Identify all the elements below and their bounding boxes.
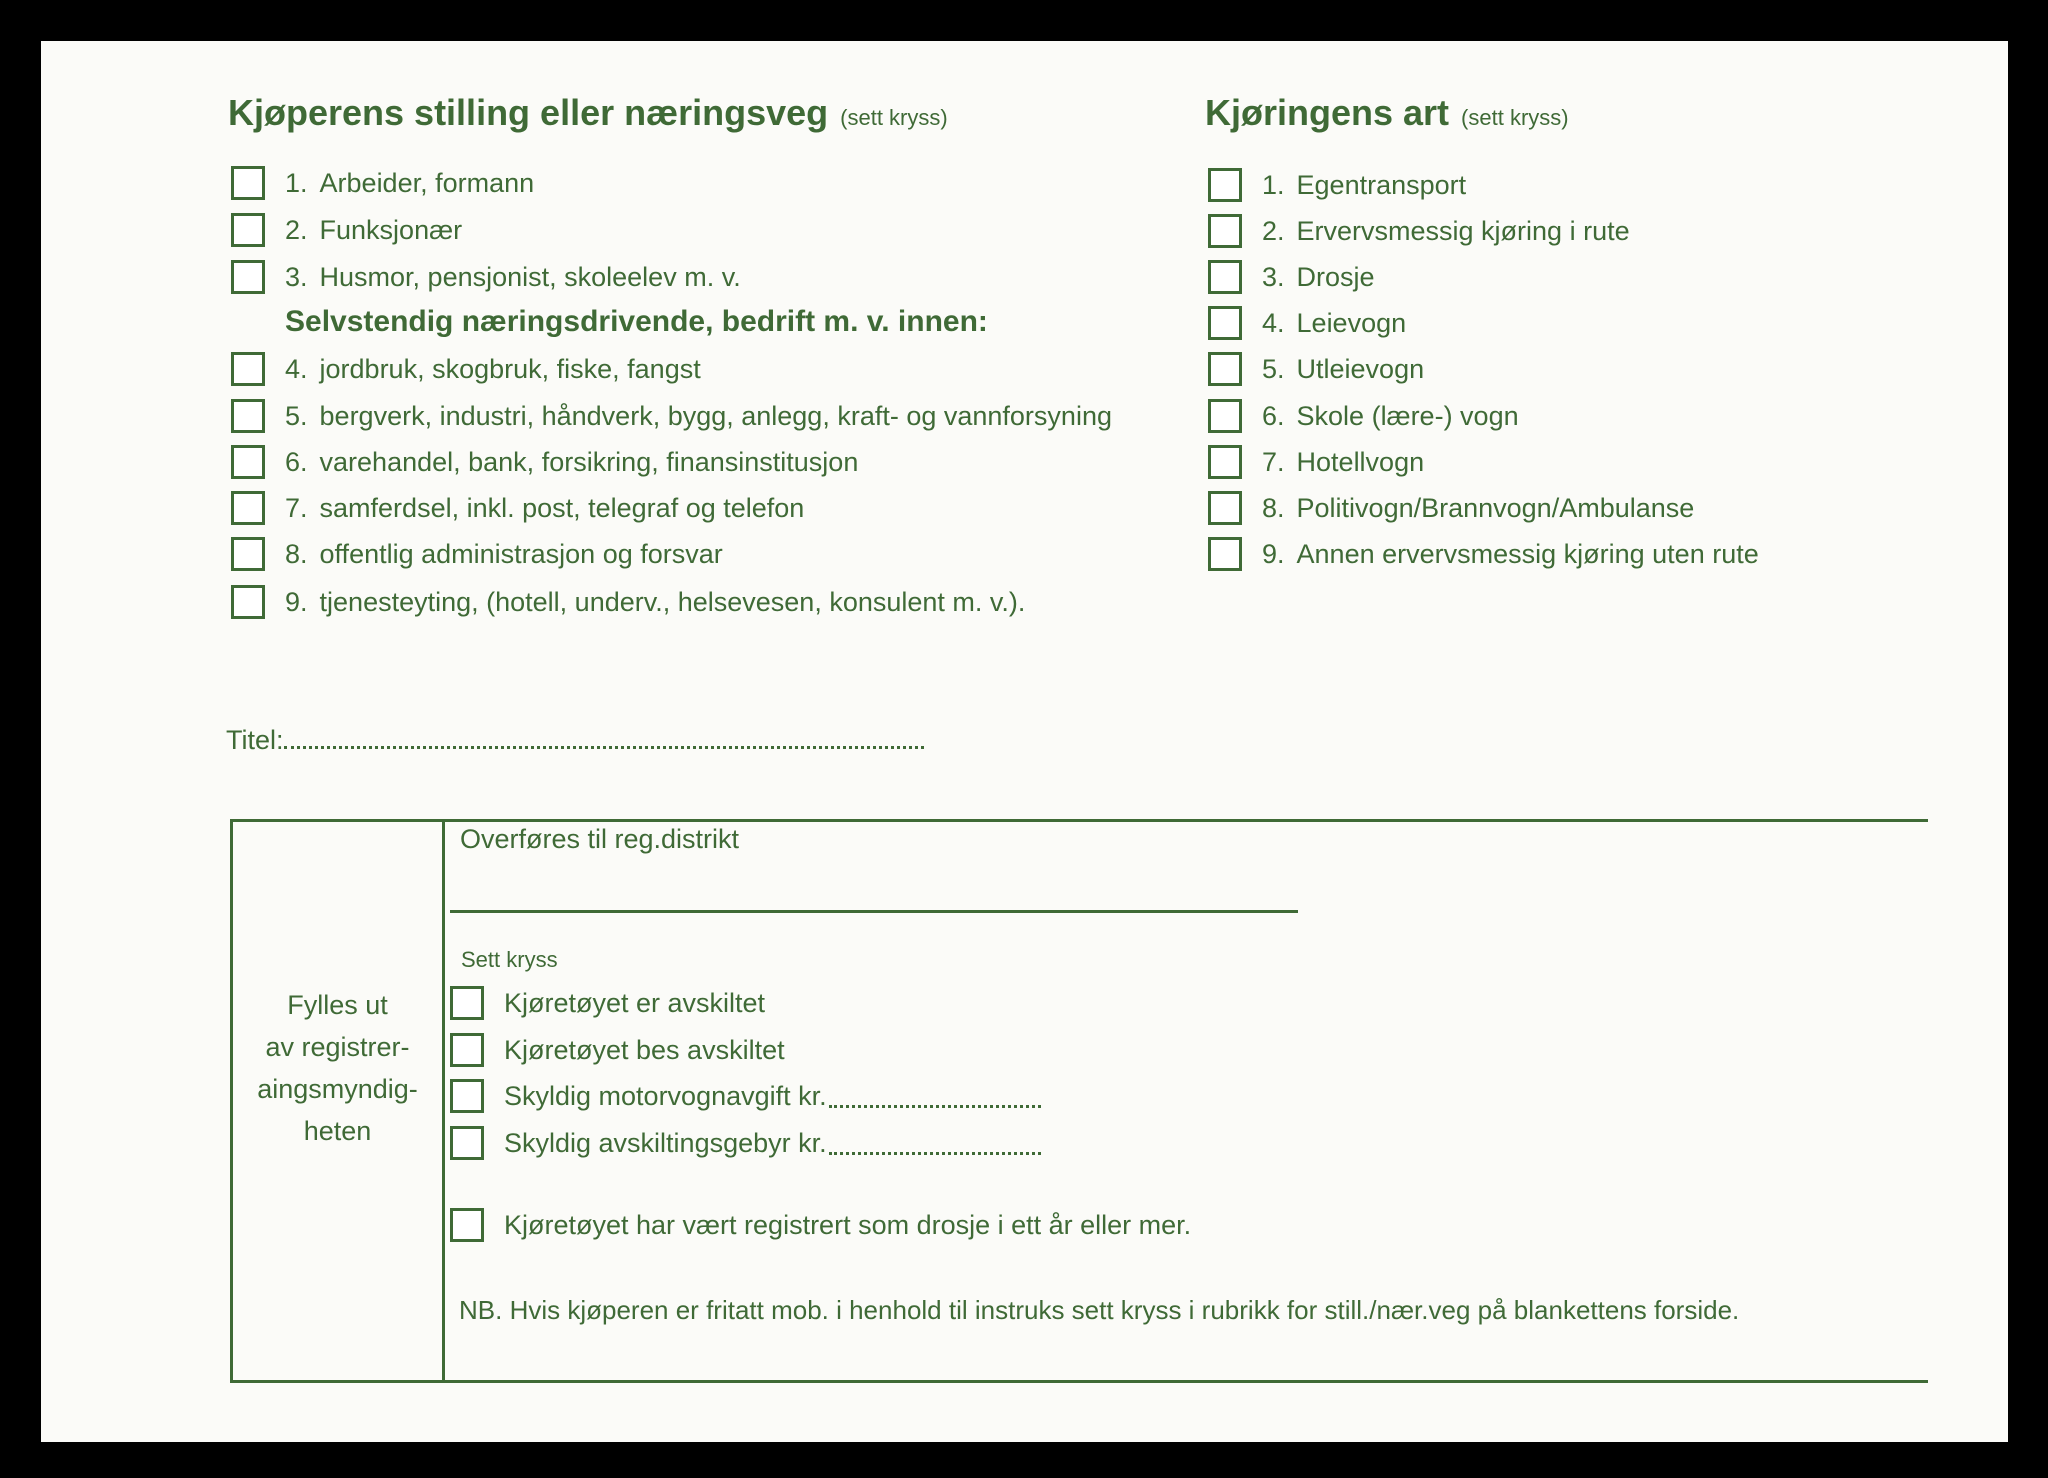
item-number: 7. <box>285 492 308 523</box>
checkbox[interactable] <box>231 399 265 433</box>
checkbox[interactable] <box>231 537 265 571</box>
checkbox[interactable] <box>231 260 265 294</box>
checkbox[interactable] <box>231 352 265 386</box>
left-item-7[interactable] <box>231 491 804 525</box>
left-item-5[interactable] <box>231 399 1112 433</box>
checkbox[interactable] <box>1208 306 1242 340</box>
item-number: 3. <box>285 261 308 292</box>
item-label: Ervervsmessig kjøring i rute <box>1296 215 1630 246</box>
checkbox[interactable] <box>231 585 265 619</box>
left-item-3[interactable] <box>231 260 741 294</box>
checkbox[interactable] <box>450 1079 484 1113</box>
right-item-6[interactable] <box>1208 399 1519 433</box>
left-subheading: Selvstendig næringsdrivende, bedrift m. v. innen: <box>285 305 988 338</box>
item-label: Drosje <box>1296 261 1375 292</box>
item-number: 1. <box>285 167 308 198</box>
left-section-title <box>228 92 948 134</box>
item-number: 4. <box>285 353 308 384</box>
checkbox[interactable] <box>1208 168 1242 202</box>
amount-dotted-line[interactable] <box>829 1132 1041 1155</box>
item-label: Arbeider, formann <box>319 167 535 198</box>
titel-dotted-line[interactable] <box>284 726 924 749</box>
checkbox[interactable] <box>1208 491 1242 525</box>
check-label: Skyldig motorvognavgift kr. <box>504 1080 827 1111</box>
check-avskiltet[interactable] <box>450 986 765 1020</box>
item-label: Skole (lære-) vogn <box>1296 400 1519 431</box>
item-number: 8. <box>285 538 308 569</box>
right-item-1[interactable] <box>1208 168 1466 202</box>
sett-kryss-label: Sett kryss <box>461 947 558 972</box>
checkbox[interactable] <box>1208 352 1242 386</box>
item-label: Funksjonær <box>319 214 463 245</box>
right-section-title <box>1205 92 1569 134</box>
amount-dotted-line[interactable] <box>829 1085 1041 1108</box>
item-number: 5. <box>1262 353 1285 384</box>
checkbox[interactable] <box>1208 445 1242 479</box>
item-number: 2. <box>1262 215 1285 246</box>
check-avskiltingsgebyr[interactable] <box>450 1126 1041 1160</box>
right-item-3[interactable] <box>1208 260 1375 294</box>
left-title-hint: (sett kryss) <box>840 105 948 130</box>
check-label: Kjøretøyet bes avskiltet <box>504 1034 785 1065</box>
check-bes-avskiltet[interactable] <box>450 1033 785 1067</box>
right-item-9[interactable] <box>1208 537 1759 571</box>
item-number: 2. <box>285 214 308 245</box>
item-number: 5. <box>285 400 308 431</box>
right-item-7[interactable] <box>1208 445 1424 479</box>
item-number: 3. <box>1262 261 1285 292</box>
checkbox[interactable] <box>1208 399 1242 433</box>
item-label: Husmor, pensjonist, skoleelev m. v. <box>319 261 741 292</box>
item-label: Leievogn <box>1296 307 1407 338</box>
item-number: 8. <box>1262 492 1285 523</box>
checkbox[interactable] <box>231 213 265 247</box>
item-label: offentlig administrasjon og forsvar <box>319 538 723 569</box>
checkbox[interactable] <box>231 166 265 200</box>
titel-field[interactable] <box>226 725 924 756</box>
titel-label: Titel: <box>226 725 284 755</box>
checkbox[interactable] <box>450 1033 484 1067</box>
checkbox[interactable] <box>450 986 484 1020</box>
checkbox[interactable] <box>450 1208 484 1242</box>
frame-left-line <box>230 819 233 1383</box>
left-item-9[interactable] <box>231 585 1025 619</box>
left-item-1[interactable] <box>231 166 534 200</box>
item-number: 6. <box>1262 400 1285 431</box>
right-title-text: Kjøringens art <box>1205 92 1450 133</box>
frame-top-line <box>230 819 1928 822</box>
check-motorvognavgift[interactable] <box>450 1079 1041 1113</box>
item-label: jordbruk, skogbruk, fiske, fangst <box>319 353 701 384</box>
item-number: 9. <box>285 586 308 617</box>
item-label: Hotellvogn <box>1296 446 1425 477</box>
item-number: 7. <box>1262 446 1285 477</box>
frame-divider-line <box>442 819 445 1383</box>
item-label: Utleievogn <box>1296 353 1425 384</box>
registration-authority-note: Fylles ut av registrer- aingsmyndig- heten <box>257 990 418 1146</box>
checkbox[interactable] <box>450 1126 484 1160</box>
transfer-district-label: Overføres til reg.distrikt <box>460 824 740 854</box>
left-item-2[interactable] <box>231 213 462 247</box>
check-label: Kjøretøyet har vært registrert som drosje i ett år eller mer. <box>504 1209 1192 1240</box>
check-label: Skyldig avskiltingsgebyr kr. <box>504 1127 827 1158</box>
frame-bottom-line <box>230 1380 1928 1383</box>
left-item-6[interactable] <box>231 445 858 479</box>
right-item-2[interactable] <box>1208 214 1630 248</box>
check-label: Kjøretøyet er avskiltet <box>504 987 766 1018</box>
checkbox[interactable] <box>1208 260 1242 294</box>
checkbox[interactable] <box>231 445 265 479</box>
checkbox[interactable] <box>1208 214 1242 248</box>
item-label: tjenesteyting, (hotell, underv., helsevesen, konsulent m. v.). <box>319 586 1026 617</box>
left-item-8[interactable] <box>231 537 723 571</box>
check-drosje-registrert[interactable] <box>450 1208 1191 1242</box>
checkbox[interactable] <box>1208 537 1242 571</box>
left-item-4[interactable] <box>231 352 701 386</box>
item-label: Egentransport <box>1296 169 1467 200</box>
right-title-hint: (sett kryss) <box>1461 105 1569 130</box>
item-label: varehandel, bank, forsikring, finansinstitusjon <box>319 446 859 477</box>
right-item-4[interactable] <box>1208 306 1406 340</box>
item-number: 1. <box>1262 169 1285 200</box>
item-label: samferdsel, inkl. post, telegraf og telefon <box>319 492 805 523</box>
transfer-district-input-line[interactable] <box>450 910 1298 913</box>
nb-note: NB. Hvis kjøperen er fritatt mob. i henhold til instruks sett kryss i rubrikk for still./nær.veg på blankettens forside. <box>459 1295 1740 1325</box>
item-number: 9. <box>1262 538 1285 569</box>
right-item-5[interactable] <box>1208 352 1424 386</box>
item-number: 6. <box>285 446 308 477</box>
item-label: bergverk, industri, håndverk, bygg, anlegg, kraft- og vannforsyning <box>319 400 1112 431</box>
item-number: 4. <box>1262 307 1285 338</box>
item-label: Annen ervervsmessig kjøring uten rute <box>1296 538 1759 569</box>
right-item-8[interactable] <box>1208 491 1694 525</box>
left-title-text: Kjøperens stilling eller næringsveg <box>228 92 829 133</box>
item-label: Politivogn/Brannvogn/Ambulanse <box>1296 492 1695 523</box>
checkbox[interactable] <box>231 491 265 525</box>
